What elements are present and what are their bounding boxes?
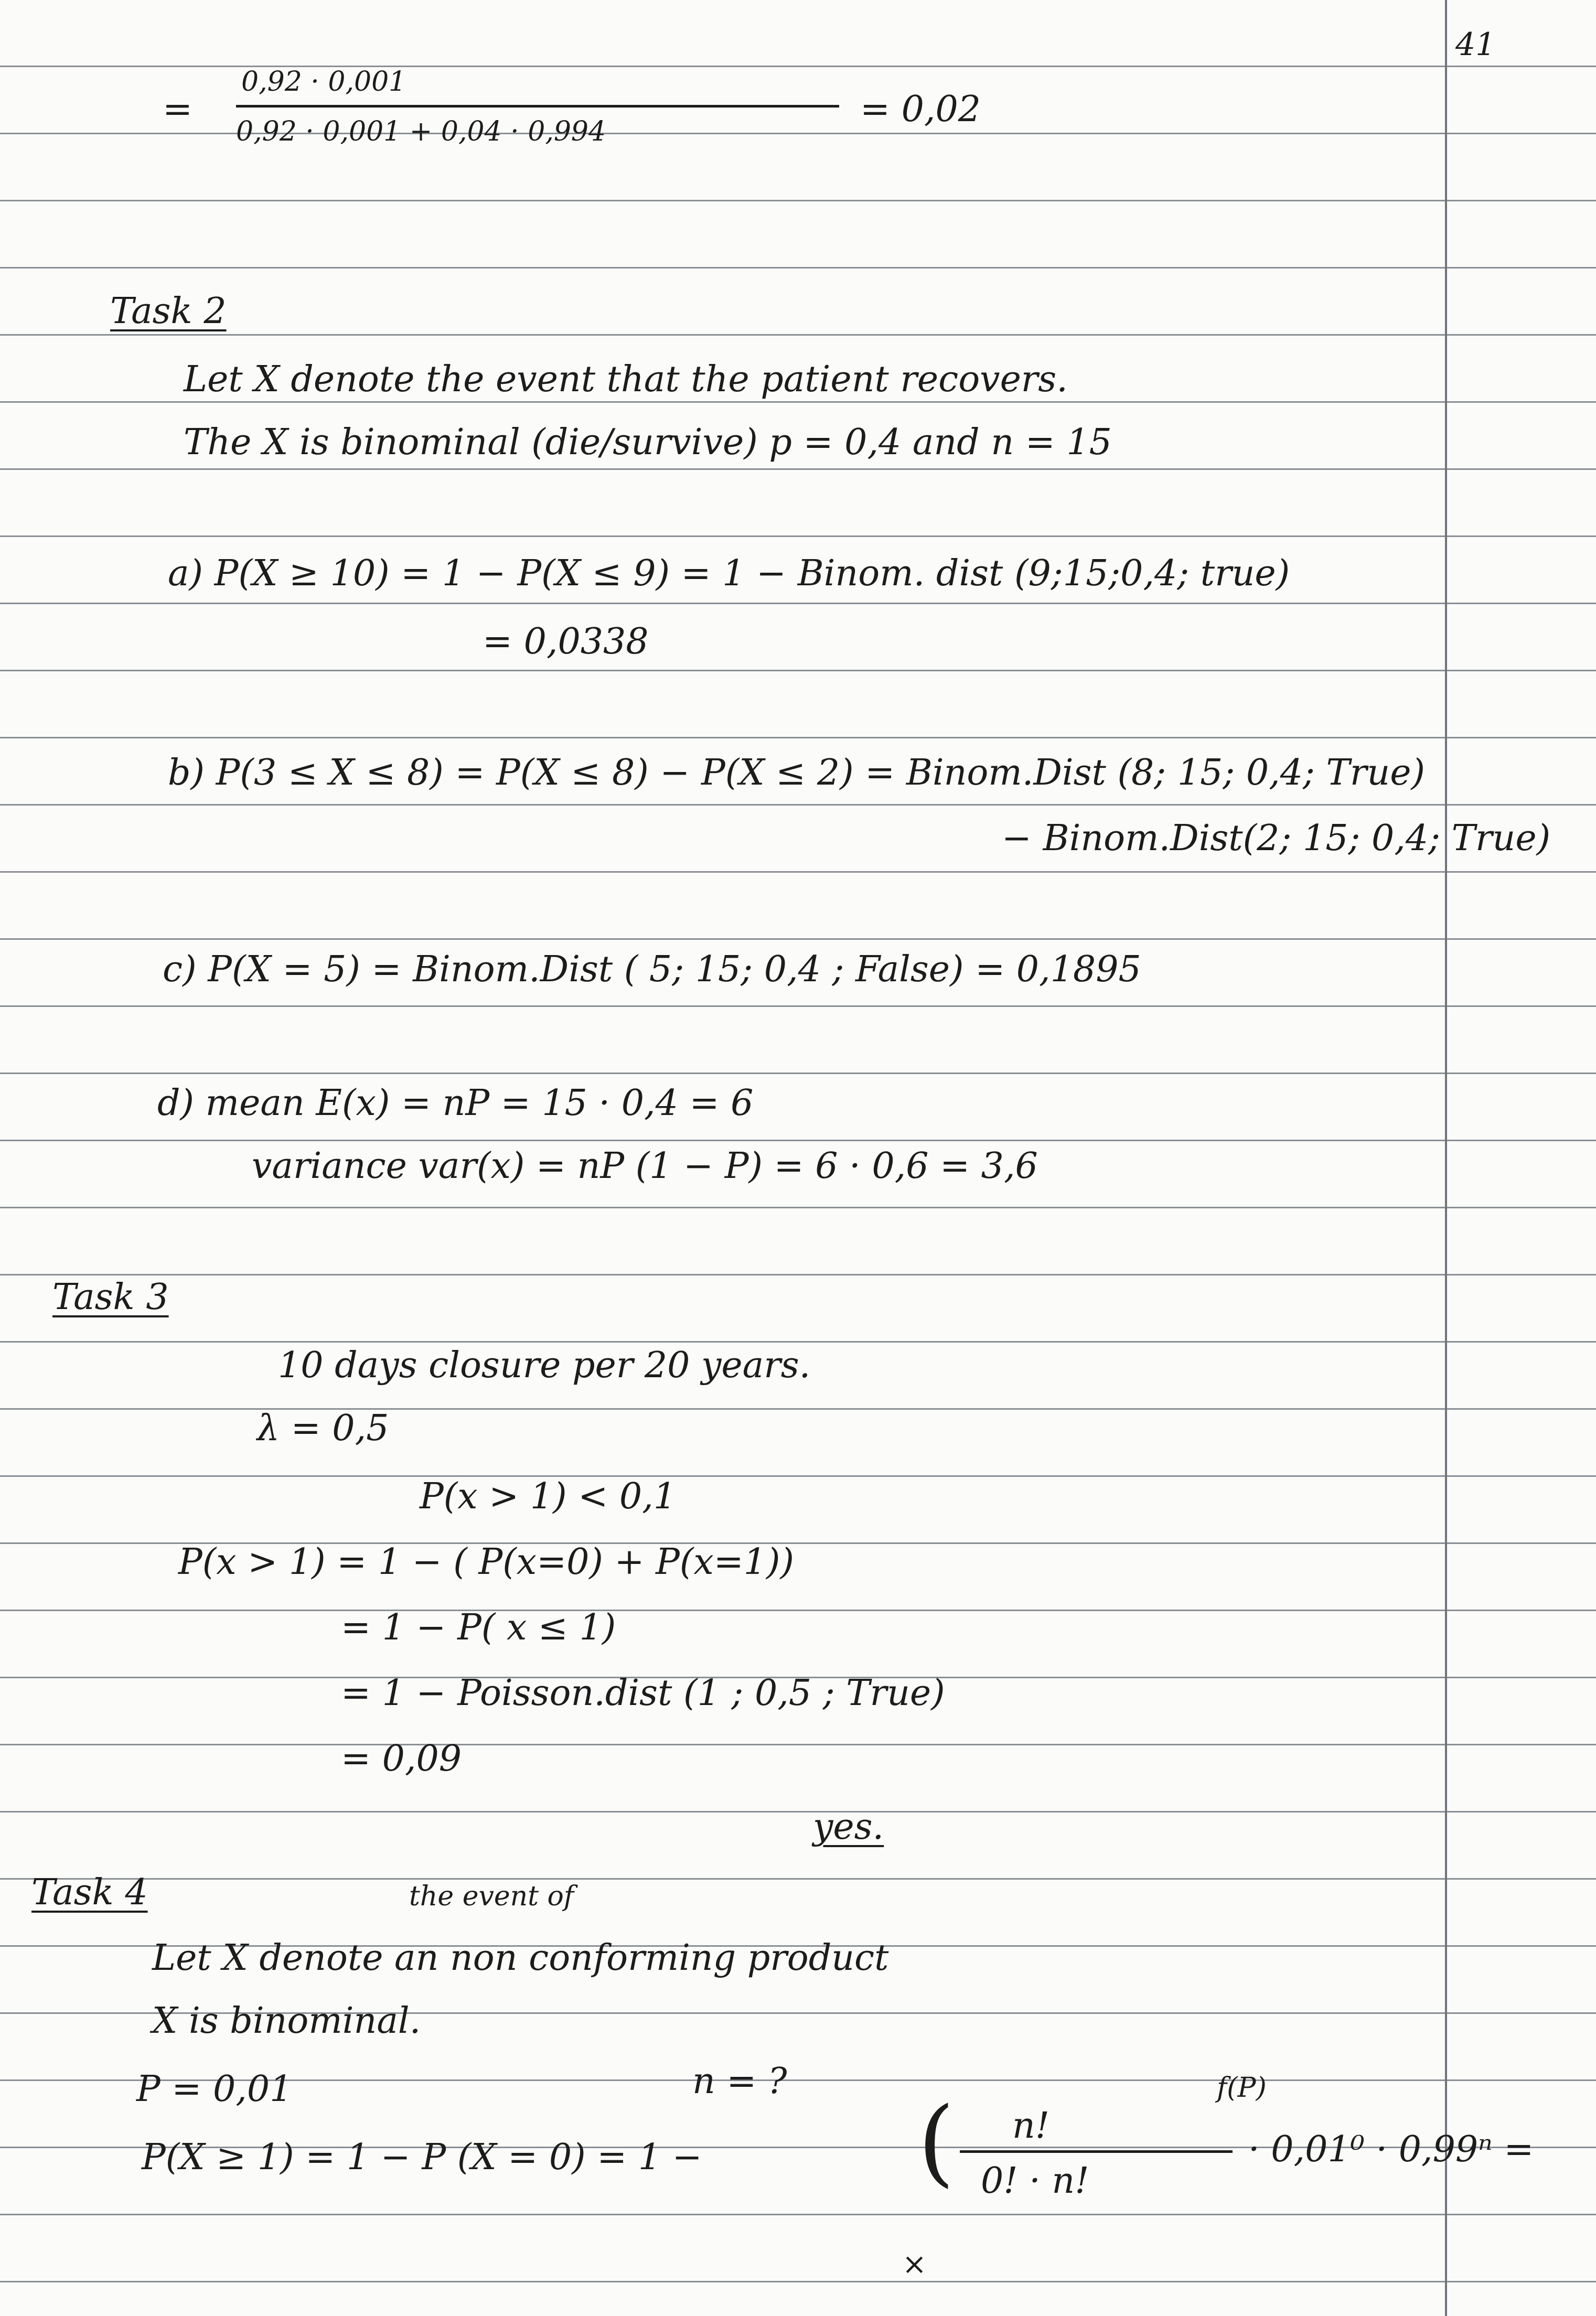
- task4-line-1: Let X denote an non conforming product: [152, 1937, 889, 1979]
- task2-line-c: c) P(X = 5) = Binom.Dist ( 5; 15; 0,4 ; False) = 0,1895: [163, 949, 1141, 990]
- task3-line-4: P(x > 1) = 1 − ( P(x=0) + P(x=1)): [178, 1541, 794, 1583]
- task2-line-2: The X is binominal (die/survive) p = 0,4 and n = 15: [184, 422, 1112, 463]
- task3-line-2: λ = 0,5: [257, 1408, 389, 1449]
- fraction-numerator: 0,92 · 0,001: [241, 66, 406, 98]
- cross-mark: ×: [902, 2247, 927, 2281]
- task2-heading: Task 2: [110, 291, 227, 332]
- task4-line-3: P = 0,01: [136, 2068, 293, 2110]
- task2-line-b-cont: − Binom.Dist(2; 15; 0,4; True): [1002, 818, 1551, 859]
- left-paren: (: [918, 2087, 955, 2197]
- margin-line: [1445, 0, 1447, 2316]
- fraction-denominator: 0,92 · 0,001 + 0,04 · 0,994: [236, 116, 606, 147]
- task2-line-d-mean: d) mean E(x) = nP = 15 · 0,4 = 6: [157, 1082, 754, 1124]
- task4-fraction-denominator: 0! · n!: [981, 2160, 1089, 2202]
- equals-sign: =: [163, 89, 192, 130]
- task3-answer: yes.: [813, 1806, 884, 1848]
- bayes-fraction: [152, 66, 981, 173]
- fraction-bar: [236, 105, 839, 108]
- task3-heading: Task 3: [52, 1277, 169, 1318]
- task3-line-6: = 1 − Poisson.dist (1 ; 0,5 ; True): [341, 1672, 945, 1714]
- task4-fraction-bar: [960, 2150, 1233, 2153]
- task3-line-1: 10 days closure per 20 years.: [278, 1345, 811, 1386]
- task2-line-1: Let X denote the event that the patient recovers.: [184, 359, 1068, 400]
- task2-line-a-result: = 0,0338: [483, 621, 649, 662]
- task4-fraction-numerator: n!: [1012, 2105, 1050, 2147]
- task4-line-4: n = ?: [692, 2061, 787, 2102]
- task4-insert: the event of: [409, 1881, 574, 1912]
- task2-line-d-variance: variance var(x) = nP (1 − P) = 6 · 0,6 = 3,6: [252, 1145, 1038, 1187]
- task3-line-5: = 1 − P( x ≤ 1): [341, 1607, 616, 1648]
- task4-fp-label: f(P): [1217, 2072, 1267, 2104]
- fraction-result: = 0,02: [860, 89, 981, 130]
- task4-fraction: [913, 2072, 1542, 2213]
- task3-line-7: = 0,09: [341, 1738, 462, 1779]
- task4-line-5: P(X ≥ 1) = 1 − P (X = 0) = 1 −: [142, 2137, 702, 2178]
- task3-line-3: P(x > 1) < 0,1: [420, 1476, 676, 1517]
- task2-line-a: a) P(X ≥ 10) = 1 − P(X ≤ 9) = 1 − Binom. dist (9;15;0,4; true): [168, 553, 1290, 594]
- task2-line-b: b) P(3 ≤ X ≤ 8) = P(X ≤ 8) − P(X ≤ 2) = Binom.Dist (8; 15; 0,4; True): [168, 752, 1425, 794]
- task4-heading: Task 4: [31, 1872, 148, 1913]
- page-number: 41: [1455, 26, 1496, 63]
- task4-line-2: X is binominal.: [152, 2000, 421, 2042]
- task4-fraction-tail: · 0,01⁰ · 0,99ⁿ =: [1248, 2129, 1534, 2170]
